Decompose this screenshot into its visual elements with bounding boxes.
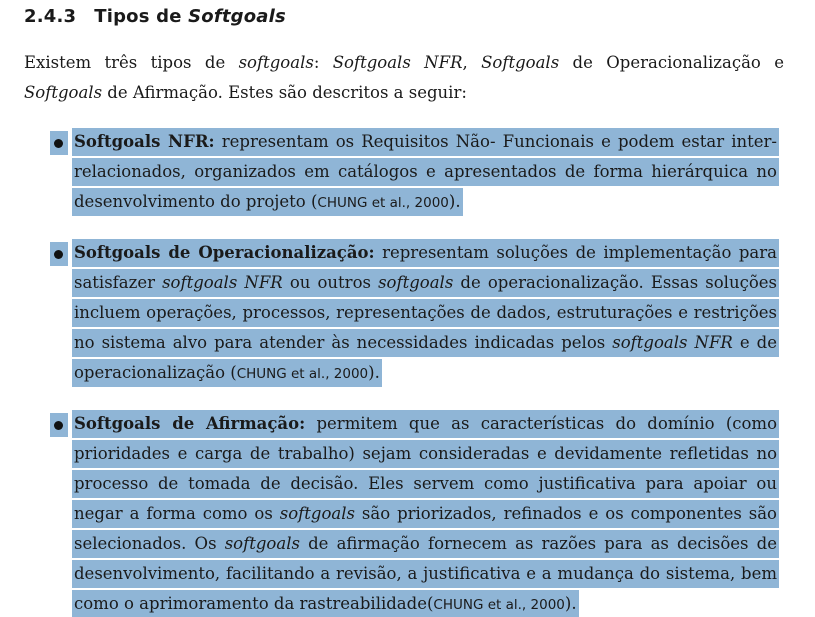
item-text: permitem que as características do domínio (como prioridades e carga de trabalho) sejam consideradas e devidamente refletidas no processo de tomada de decisão. Eles servem como justificativa para apoiar ou negar a forma como os xyxy=(74,414,778,523)
intro-italic: Softgoals NFR xyxy=(332,53,463,72)
item-italic: softgoals xyxy=(279,504,355,523)
intro-text: de Operacionalização e xyxy=(559,53,784,72)
intro-italic: softgoals xyxy=(238,53,314,72)
section-title-prefix: Tipos de xyxy=(94,6,189,27)
item-text: são priorizados, refinados e os componentes são selecionados. Os xyxy=(74,504,777,553)
item-text: representam soluções de implementação para satisfazer xyxy=(74,243,777,292)
item-text: e de operacionalização ( xyxy=(74,333,777,382)
item-text: ). xyxy=(368,363,380,382)
highlighted-text[interactable] xyxy=(72,410,779,617)
item-text: de operacionalização. Essas soluções incluem operações, processos, representações de dados, estruturações e restrições no sistema alvo para atender às necessidades indicadas pelos xyxy=(74,273,777,352)
item-text: representam os Requisitos Não- Funcionais e podem estar inter-relacionados, organizados em catálogos e apresentados de forma hierárquica no desenvolvimento do projeto ( xyxy=(74,132,777,211)
item-italic: softgoals NFR xyxy=(162,273,283,292)
item-term: Softgoals de Operacionalização: xyxy=(74,243,375,262)
citation[interactable]: CHUNG et al., 2000 xyxy=(317,195,449,211)
intro-text: Existem três tipos de xyxy=(24,53,239,72)
item-text: ). xyxy=(448,192,461,211)
bullet-dot-icon xyxy=(50,242,68,266)
highlighted-text[interactable] xyxy=(72,239,779,387)
item-text: de afirmação fornecem as razões para as decisões de desenvolvimento, facilitando a revisão, a justificativa e a mudança do sistema, bem como o aprimoramento da rastreabilidade( xyxy=(74,534,777,613)
item-text: ou outros xyxy=(282,273,379,292)
citation[interactable]: CHUNG et al., 2000 xyxy=(433,597,565,613)
item-text: ). xyxy=(564,594,577,613)
item-italic: softgoals xyxy=(378,273,454,292)
list-item[interactable] xyxy=(72,127,779,218)
item-term: Softgoals NFR: xyxy=(74,132,215,151)
list-item[interactable] xyxy=(72,238,779,389)
section-title-italic: Softgoals xyxy=(188,6,286,27)
bullet-list xyxy=(0,127,815,617)
intro-text: : xyxy=(313,53,333,72)
intro-text: , xyxy=(462,53,482,72)
highlighted-text[interactable] xyxy=(72,128,779,216)
citation[interactable]: CHUNG et al., 2000 xyxy=(236,366,369,382)
intro-italic: Softgoals xyxy=(481,53,560,72)
bullet-dot-icon xyxy=(50,131,68,155)
intro-italic: Softgoals xyxy=(24,83,103,102)
section-heading xyxy=(24,6,286,27)
bullet-dot-icon xyxy=(50,413,68,437)
section-number: 2.4.3 xyxy=(24,6,77,27)
intro-text: de Afirmação. Estes são descritos a seguir: xyxy=(102,83,467,102)
item-italic: softgoals xyxy=(224,534,300,553)
item-term: Softgoals de Afirmação: xyxy=(74,414,306,433)
intro-paragraph xyxy=(24,48,784,108)
list-item[interactable] xyxy=(72,409,779,617)
item-italic: softgoals NFR xyxy=(612,333,733,352)
